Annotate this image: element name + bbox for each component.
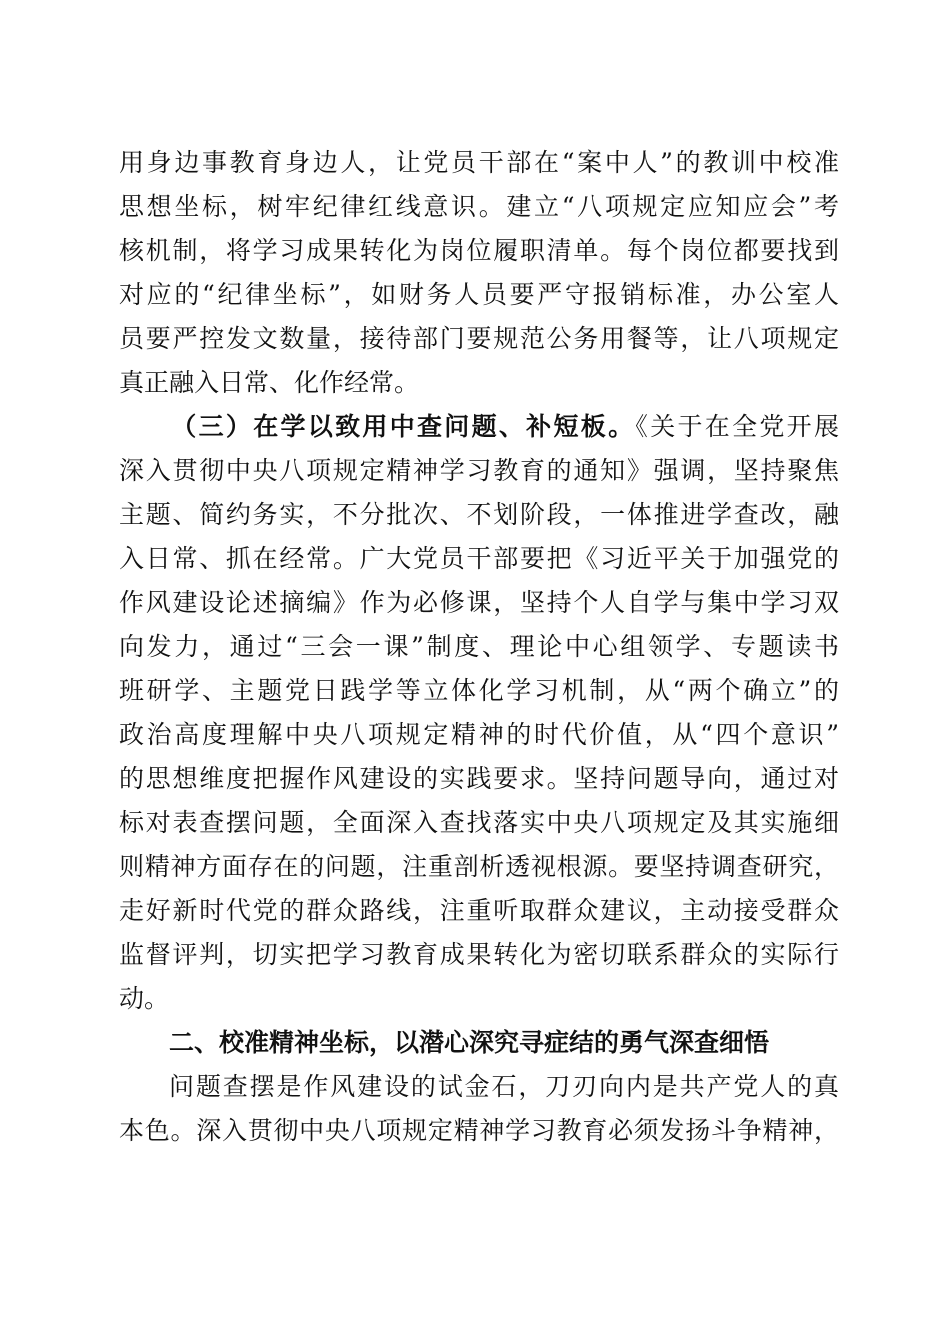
paragraph-line: 主题、简约务实，不分批次、不划阶段，一体推进学查改，融	[119, 500, 839, 529]
subsection-first-line	[119, 405, 839, 449]
paragraph-line: 问题查摆是作风建设的试金石，刀刃向内是共产党人的真	[169, 1072, 839, 1101]
paragraph-line: 政治高度理解中央八项规定精神的时代价值，从“四个意识”	[119, 720, 839, 749]
paragraph-line: 标对表查摆问题，全面深入查找落实中央八项规定及其实施细	[119, 808, 839, 837]
paragraph-line: 思想坐标，树牢纪律红线意识。建立“八项规定应知应会”考	[119, 192, 839, 221]
paragraph-line: 入日常、抓在经常。广大党员干部要把《习近平关于加强党的	[119, 544, 839, 573]
subsection-heading: （三）在学以致用中查问题、补短板。	[169, 412, 636, 441]
paragraph-line: 则精神方面存在的问题，注重剖析透视根源。要坚持调查研究，	[119, 852, 839, 881]
paragraph-line: 用身边事教育身边人，让党员干部在“案中人”的教训中校准	[119, 148, 839, 177]
paragraph-line: 班研学、主题党日践学等立体化学习机制，从“两个确立”的	[119, 676, 839, 705]
paragraph-line: 的思想维度把握作风建设的实践要求。坚持问题导向，通过对	[119, 764, 839, 793]
paragraph-line: 作风建设论述摘编》作为必修课，坚持个人自学与集中学习双	[119, 588, 839, 617]
paragraph-line: 监督评判，切实把学习教育成果转化为密切联系群众的实际行	[119, 940, 839, 969]
paragraph-line: 向发力，通过“三会一课”制度、理论中心组领学、专题读书	[119, 632, 839, 661]
paragraph-line: 走好新时代党的群众路线，注重听取群众建议，主动接受群众	[119, 896, 839, 925]
paragraph-line: 真正融入日常、化作经常。	[119, 368, 420, 397]
paragraph-line: 深入贯彻中央八项规定精神学习教育的通知》强调，坚持聚焦	[119, 456, 839, 485]
paragraph-line: 核机制，将学习成果转化为岗位履职清单。每个岗位都要找到	[119, 236, 839, 265]
paragraph-line: 动。	[119, 984, 170, 1013]
paragraph-line: 员要严控发文数量，接待部门要规范公务用餐等，让八项规定	[119, 324, 839, 353]
paragraph-line: 对应的“纪律坐标”，如财务人员要严守报销标准，办公室人	[119, 280, 839, 309]
section-heading: 二、校准精神坐标，以潜心深究寻症结的勇气深查细悟	[169, 1028, 770, 1057]
subsection-first-line-text: 《关于在全党开展	[635, 412, 839, 441]
paragraph-line: 本色。深入贯彻中央八项规定精神学习教育必须发扬斗争精神，	[119, 1116, 839, 1145]
